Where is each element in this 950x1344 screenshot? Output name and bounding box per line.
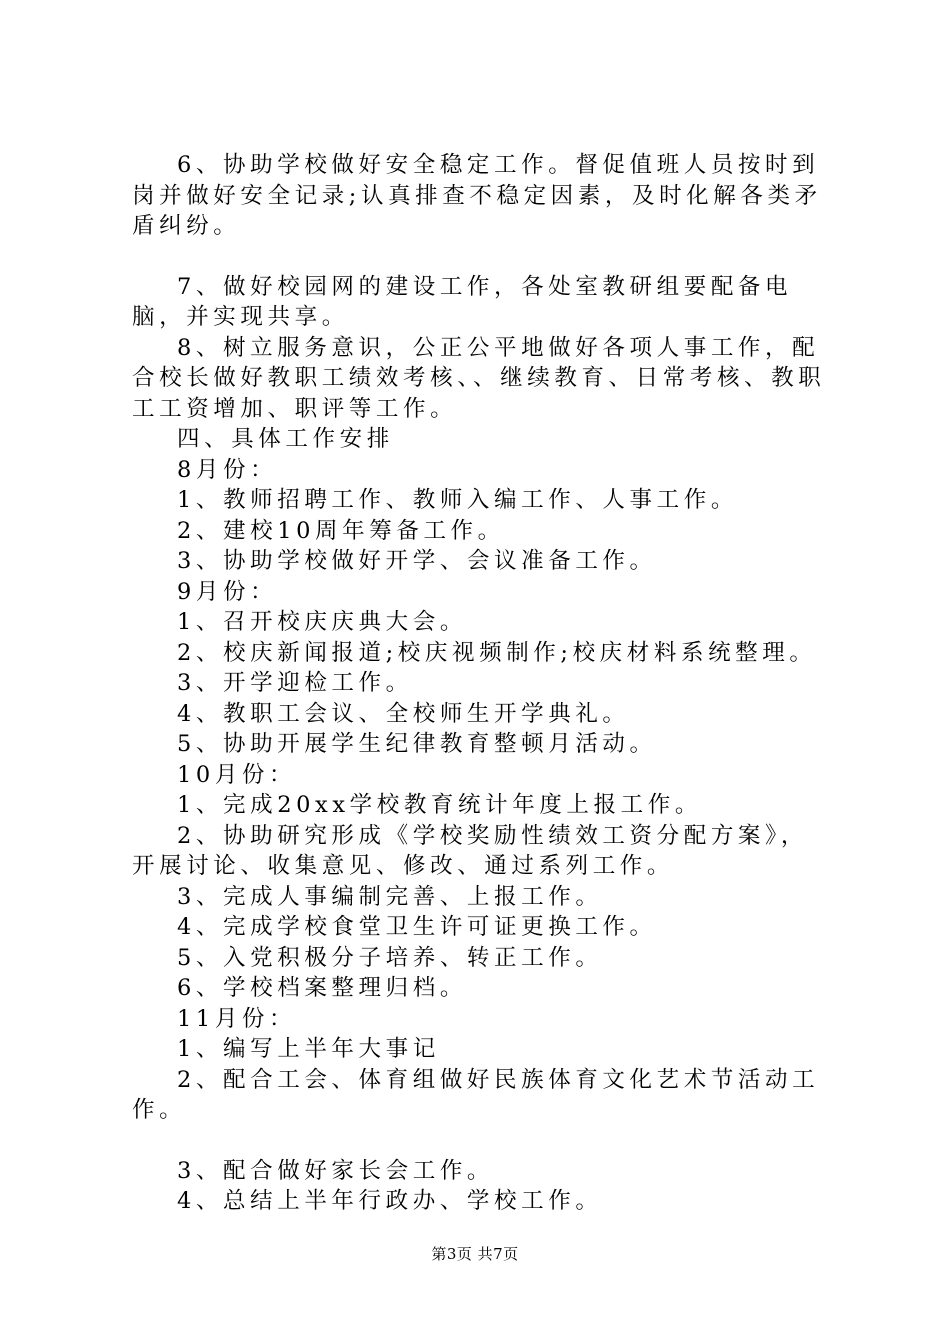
document-body bbox=[132, 150, 832, 1217]
paragraph-gap bbox=[132, 1126, 832, 1156]
month-heading-november: 11月份： bbox=[177, 1005, 297, 1032]
list-item: 1、完成20xx学校教育统计年度上报工作。 bbox=[177, 792, 702, 818]
list-item: 6、学校档案整理归档。 bbox=[177, 975, 467, 1001]
paragraph-item-6: 6、协助学校做好安全稳定工作。督促值班人员按时到岗并做好安全记录;认真排查不稳定因素，及时化解各类矛盾纠纷。 bbox=[132, 152, 822, 239]
list-item: 3、完成人事编制完善、上报工作。 bbox=[177, 883, 603, 910]
section-heading: 四、具体工作安排 bbox=[177, 426, 394, 452]
list-item: 5、入党积极分子培养、转正工作。 bbox=[177, 944, 603, 971]
list-item: 3、配合做好家长会工作。 bbox=[177, 1157, 495, 1184]
list-item: 3、开学迎检工作。 bbox=[177, 670, 413, 696]
list-item: 1、编写上半年大事记 bbox=[177, 1036, 440, 1062]
list-item: 2、配合工会、体育组做好民族体育文化艺术节活动工作。 bbox=[132, 1066, 820, 1123]
list-item: 3、协助学校做好开学、会议准备工作。 bbox=[177, 548, 657, 574]
list-item: 5、协助开展学生纪律教育整顿月活动。 bbox=[177, 731, 657, 757]
list-item: 2、校庆新闻报道;校庆视频制作;校庆材料系统整理。 bbox=[177, 639, 817, 666]
list-item: 4、教职工会议、全校师生开学典礼。 bbox=[177, 700, 630, 727]
page-number-footer: 第3页 共7页 bbox=[431, 1245, 519, 1263]
paragraph-item-7: 7、做好校园网的建设工作，各处室教研组要配备电脑，并实现共享。 bbox=[132, 273, 793, 330]
list-item: 1、教师招聘工作、教师入编工作、人事工作。 bbox=[177, 487, 738, 513]
list-item: 2、协助研究形成《学校奖励性绩效工资分配方案》，开展讨论、收集意见、修改、通过系列工作。 bbox=[132, 822, 808, 879]
paragraph-item-8: 8、树立服务意识，公正公平地做好各项人事工作，配合校长做好教职工绩效考核、、继续教育、日常考核、教职工工资增加、职评等工作。 bbox=[132, 334, 826, 422]
month-heading-october: 10月份： bbox=[177, 761, 297, 788]
list-item: 4、完成学校食堂卫生许可证更换工作。 bbox=[177, 914, 657, 940]
list-item: 4、总结上半年行政办、学校工作。 bbox=[177, 1188, 603, 1214]
list-item: 2、建校10周年筹备工作。 bbox=[177, 517, 505, 544]
month-heading-august: 8月份： bbox=[177, 456, 278, 483]
list-item: 1、召开校庆庆典大会。 bbox=[177, 609, 467, 635]
paragraph-gap bbox=[132, 242, 832, 272]
month-heading-september: 9月份： bbox=[177, 578, 278, 605]
